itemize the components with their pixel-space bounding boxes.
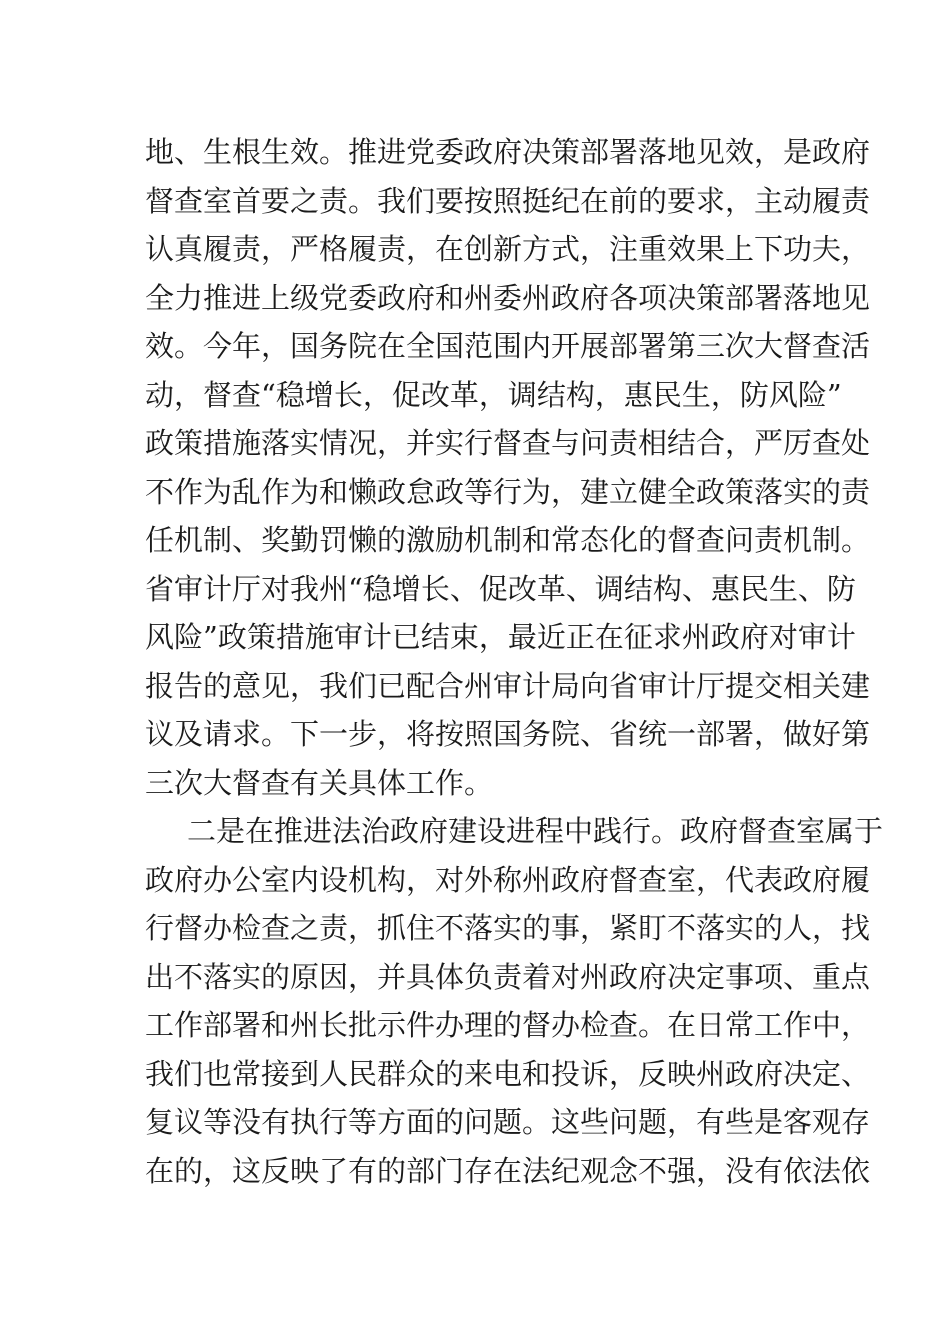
paragraph-1-line-1: 地、生根生效。推进党委政府决策部署落地见效，是政府 (145, 135, 871, 169)
paragraph-2-line-1: 二是在推进法治政府建设进程中践行。政府督查室属于 (187, 814, 884, 848)
paragraph-1-line-2: 督查室首要之责。我们要按照挺纪在前的要求，主动履责 (145, 183, 871, 218)
paragraph-1-line-12: 报告的意见，我们已配合州审计局向省审计厅提交相关建 (145, 668, 871, 703)
paragraph-1-line-14: 三次大督查有关具体工作。 (145, 765, 494, 800)
paragraph-1-line-11: 风险”政策措施审计已结束，最近正在征求州政府对审计 (145, 620, 856, 654)
paragraph-2-line-2: 政府办公室内设机构，对外称州政府督查室，代表政府履 (145, 862, 871, 897)
paragraph-1-line-3: 认真履责，严格履责，在创新方式，注重效果上下功夫， (145, 232, 871, 266)
paragraph-1-line-5: 效。今年，国务院在全国范围内开展部署第三次大督查活 (145, 329, 871, 363)
paragraph-2-line-6: 我们也常接到人民群众的来电和投诉，反映州政府决定、 (145, 1056, 871, 1091)
paragraph-2-line-7: 复议等没有执行等方面的问题。这些问题，有些是客观存 (145, 1105, 871, 1139)
paragraph-1-line-4: 全力推进上级党委政府和州委州政府各项决策部署落地见 (145, 280, 871, 315)
paragraph-1-line-9: 任机制、奖勤罚懒的激励机制和常态化的督查问责机制。 (145, 523, 871, 557)
paragraph-1-line-13: 议及请求。下一步，将按照国务院、省统一部署，做好第 (145, 717, 871, 751)
paragraph-2-line-8: 在的，这反映了有的部门存在法纪观念不强，没有依法依 (145, 1153, 871, 1188)
paragraph-1-line-8: 不作为乱作为和懒政怠政等行为，建立健全政策落实的责 (145, 474, 871, 509)
document-body (145, 128, 884, 1195)
paragraph-2-line-3: 行督办检查之责，抓住不落实的事，紧盯不落实的人，找 (145, 911, 871, 945)
paragraph-1-line-6: 动，督查“稳增长，促改革，调结构，惠民生，防风险” (145, 377, 842, 412)
paragraph-1-line-7: 政策措施落实情况，并实行督查与问责相结合，严厉查处 (145, 426, 871, 460)
paragraph-2-line-5: 工作部署和州长批示件办理的督办检查。在日常工作中， (145, 1008, 871, 1042)
paragraph-1-line-10: 省审计厅对我州“稳增长、促改革、调结构、惠民生、防 (145, 571, 856, 606)
paragraph-2-line-4: 出不落实的原因，并具体负责着对州政府决定事项、重点 (145, 959, 871, 994)
